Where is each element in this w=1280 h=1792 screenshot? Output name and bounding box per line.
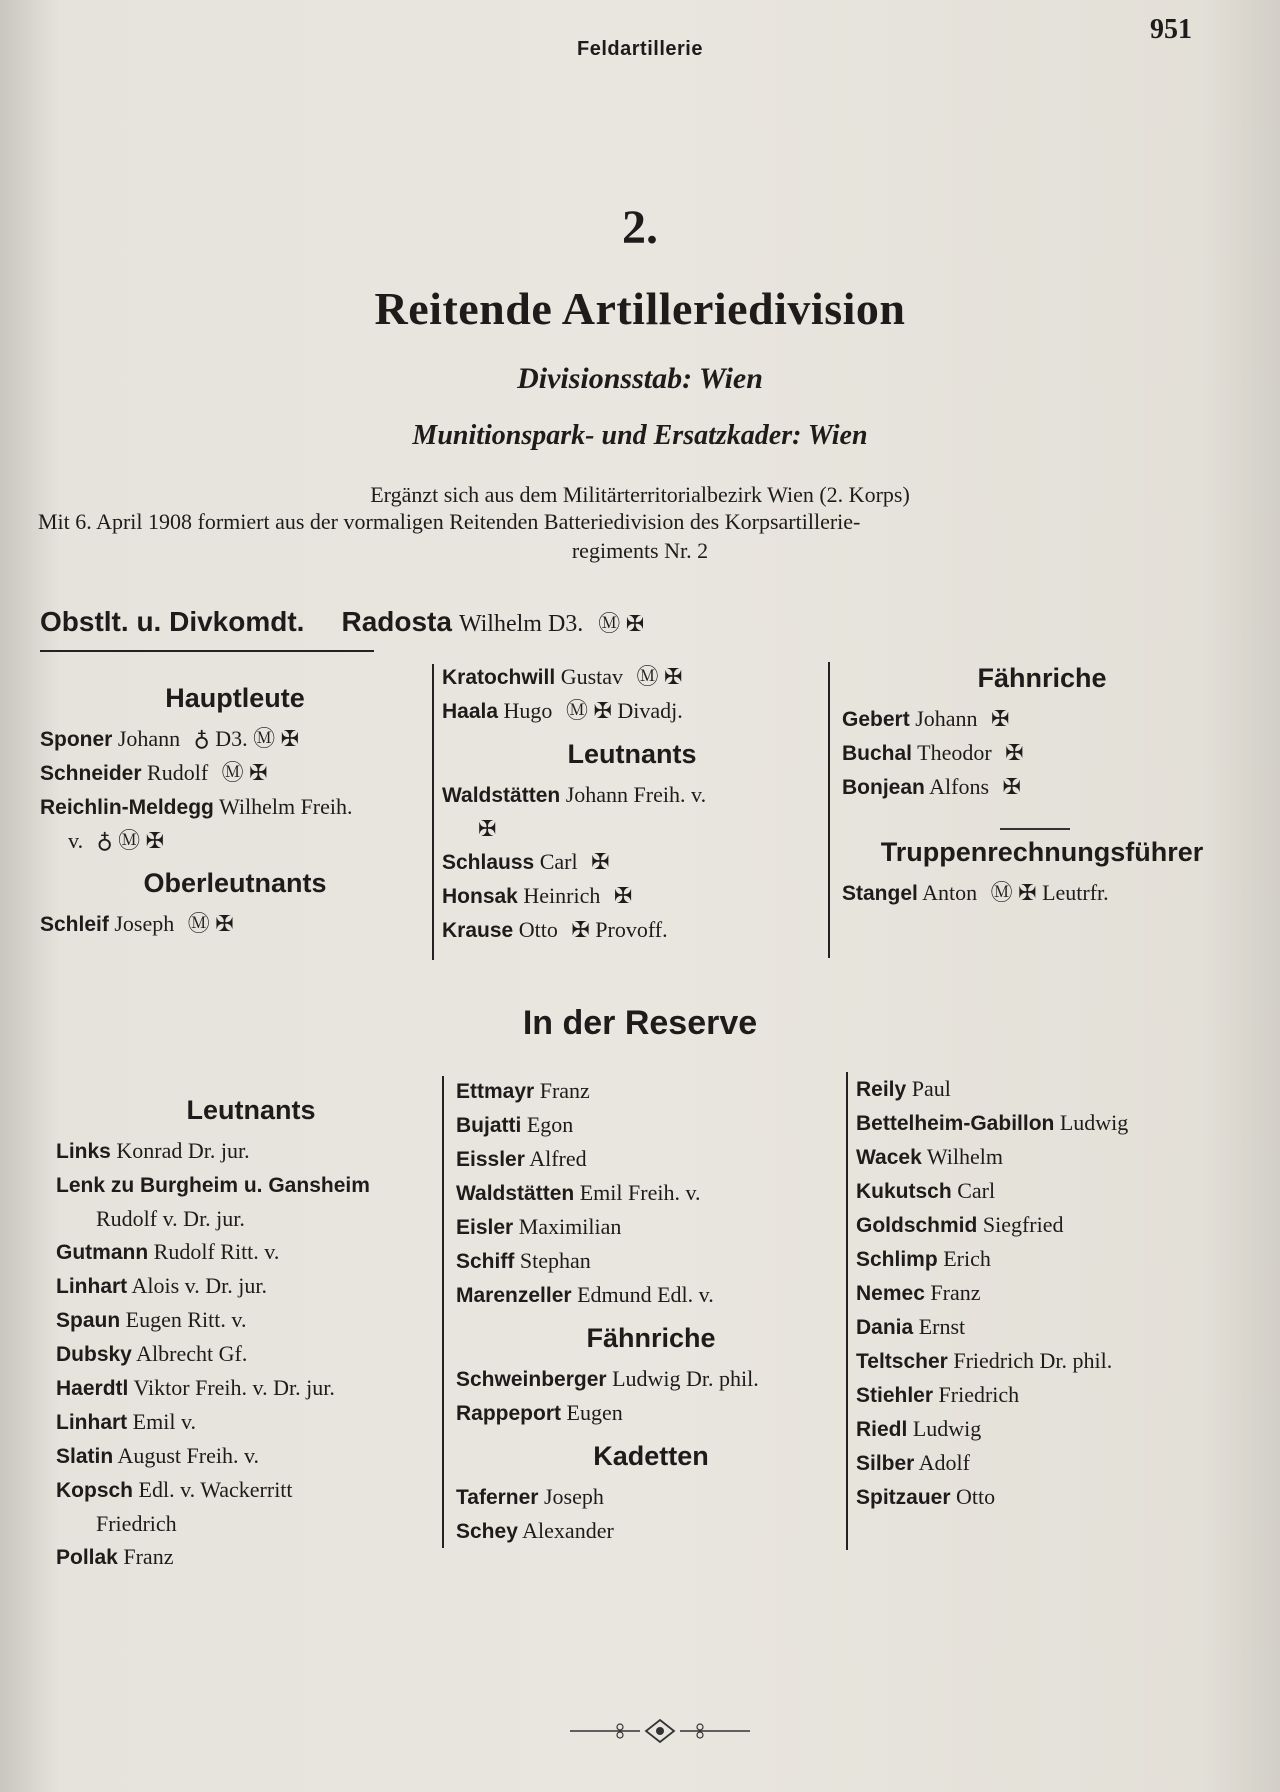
list-item: Buchal Theodor ✠	[842, 740, 1024, 765]
column-divider	[432, 664, 434, 960]
list-item: Waldstätten Emil Freih. v.	[456, 1180, 701, 1205]
closing-ornament	[560, 1716, 760, 1746]
reserve-column-2	[456, 1074, 846, 1548]
list-item: Teltscher Friedrich Dr. phil.	[856, 1348, 1113, 1373]
list-item: Bettelheim-Gabillon Ludwig	[856, 1110, 1129, 1135]
commander-surname: Radosta	[341, 606, 452, 637]
ersatzkader-line: Munitionspark- und Ersatzkader: Wien	[412, 420, 868, 451]
list-item: Wacek Wilhelm	[856, 1144, 1003, 1169]
list-item: Rappeport Eugen	[456, 1400, 623, 1425]
commander-line	[40, 606, 644, 639]
erganzt-line: Ergänzt sich aus dem Militärterritorialbezirk Wien (2. Korps)	[370, 482, 910, 507]
list-item: Spaun Eugen Ritt. v.	[56, 1307, 247, 1332]
commander-given: Wilhelm D3.	[458, 611, 584, 637]
list-item: Slatin August Freih. v.	[56, 1443, 260, 1468]
list-item: Waldstätten Johann Freih. v.	[442, 782, 707, 807]
list-item: Stangel Anton Ⓜ ✠ Leutrfr.	[842, 880, 1109, 905]
list-item: Eissler Alfred	[456, 1146, 587, 1171]
list-item: Linhart Emil v.	[56, 1409, 197, 1434]
list-item: Kukutsch Carl	[856, 1178, 996, 1203]
short-divider	[1000, 828, 1070, 830]
list-item: Links Konrad Dr. jur.	[56, 1138, 250, 1163]
list-item: Kratochwill Gustav Ⓜ ✠	[442, 664, 683, 689]
section-number: 2.	[622, 201, 658, 254]
spacer	[842, 804, 1242, 826]
list-item: Ettmayr Franz	[456, 1078, 590, 1103]
formiert-line: Mit 6. April 1908 formiert aus der vormaligen Reitenden Batteriedivision des Korpsartillerie-	[38, 509, 861, 534]
heading-oberleutnants: Oberleutnants	[143, 868, 327, 898]
active-column-1	[40, 672, 430, 941]
heading-truppenrechnungsfuehrer: Truppenrechnungsführer	[880, 837, 1204, 867]
list-item: Krause Otto ✠ Provoff.	[442, 917, 668, 942]
list-item: v. ♁ Ⓜ ✠	[68, 828, 165, 853]
list-item: Haala Hugo Ⓜ ✠ Divadj.	[442, 698, 683, 723]
active-column-2	[442, 660, 822, 947]
reserve-column-1	[56, 1084, 446, 1574]
reserve-column-3	[856, 1072, 1256, 1514]
list-item: Dania Ernst	[856, 1314, 966, 1339]
list-item: Silber Adolf	[856, 1450, 970, 1475]
list-item: Reichlin-Meldegg Wilhelm Freih.	[40, 794, 353, 819]
list-item: Schneider Rudolf Ⓜ ✠	[40, 760, 268, 785]
list-item: Pollak Franz	[56, 1544, 174, 1569]
heading-leutnants-reserve: Leutnants	[186, 1095, 316, 1125]
list-item: Linhart Alois v. Dr. jur.	[56, 1273, 267, 1298]
list-item: Bujatti Egon	[456, 1112, 574, 1137]
list-item: Friedrich	[96, 1511, 177, 1536]
list-item: Taferner Joseph	[456, 1484, 604, 1509]
commander-rank: Obstlt. u. Divkomdt.	[40, 606, 305, 637]
list-item: Schweinberger Ludwig Dr. phil.	[456, 1366, 759, 1391]
list-item: Kopsch Edl. v. Wackerritt	[56, 1477, 293, 1502]
list-item: Bonjean Alfons ✠	[842, 774, 1021, 799]
heading-fahnriche-reserve: Fähnriche	[586, 1323, 716, 1353]
list-item: Riedl Ludwig	[856, 1416, 982, 1441]
list-item: Goldschmid Siegfried	[856, 1212, 1064, 1237]
list-item: Gutmann Rudolf Ritt. v.	[56, 1239, 280, 1264]
divisionsstab-line: Divisionsstab: Wien	[517, 362, 763, 395]
column-divider	[846, 1072, 848, 1550]
heading-fahnriche: Fähnriche	[977, 663, 1107, 693]
page-number: 951	[1150, 14, 1192, 45]
heading-leutnants: Leutnants	[567, 739, 697, 769]
list-item: Marenzeller Edmund Edl. v.	[456, 1282, 714, 1307]
list-item: Rudolf v. Dr. jur.	[96, 1206, 245, 1231]
list-item: Gebert Johann ✠	[842, 706, 1010, 731]
list-item: Haerdtl Viktor Freih. v. Dr. jur.	[56, 1375, 335, 1400]
active-column-3	[842, 652, 1242, 910]
list-item: Honsak Heinrich ✠	[442, 883, 633, 908]
commander-decorations: Ⓜ ✠	[598, 611, 645, 636]
section-title: Reitende Artilleriedivision	[374, 283, 906, 334]
list-item: Schlauss Carl ✠	[442, 849, 610, 874]
list-item: Spitzauer Otto	[856, 1484, 996, 1509]
list-item: Stiehler Friedrich	[856, 1382, 1020, 1407]
list-item: Sponer Johann ♁ D3. Ⓜ ✠	[40, 726, 300, 751]
list-item: Schey Alexander	[456, 1518, 614, 1543]
list-item: Lenk zu Burgheim u. Gansheim	[56, 1174, 370, 1197]
list-item: Reily Paul	[856, 1076, 951, 1101]
column-divider	[828, 662, 830, 958]
list-item: Dubsky Albrecht Gf.	[56, 1341, 248, 1366]
commander-underline	[40, 650, 374, 652]
list-item: Nemec Franz	[856, 1280, 981, 1305]
list-item: ✠	[478, 816, 497, 841]
list-item: Schleif Joseph Ⓜ ✠	[40, 911, 234, 936]
formiert-continuation: regiments Nr. 2	[571, 538, 709, 563]
list-oberleutnants	[40, 907, 430, 941]
list-item: Eisler Maximilian	[456, 1214, 622, 1239]
running-header: Feldartillerie	[577, 38, 703, 60]
list-item: Schiff Stephan	[456, 1248, 591, 1273]
heading-hauptleute: Hauptleute	[165, 683, 305, 713]
list-hauptleute	[40, 722, 430, 857]
list-item: Schlimp Erich	[856, 1246, 991, 1271]
column-divider	[442, 1076, 444, 1548]
reserve-heading: In der Reserve	[522, 1004, 758, 1042]
heading-kadetten: Kadetten	[593, 1441, 709, 1471]
